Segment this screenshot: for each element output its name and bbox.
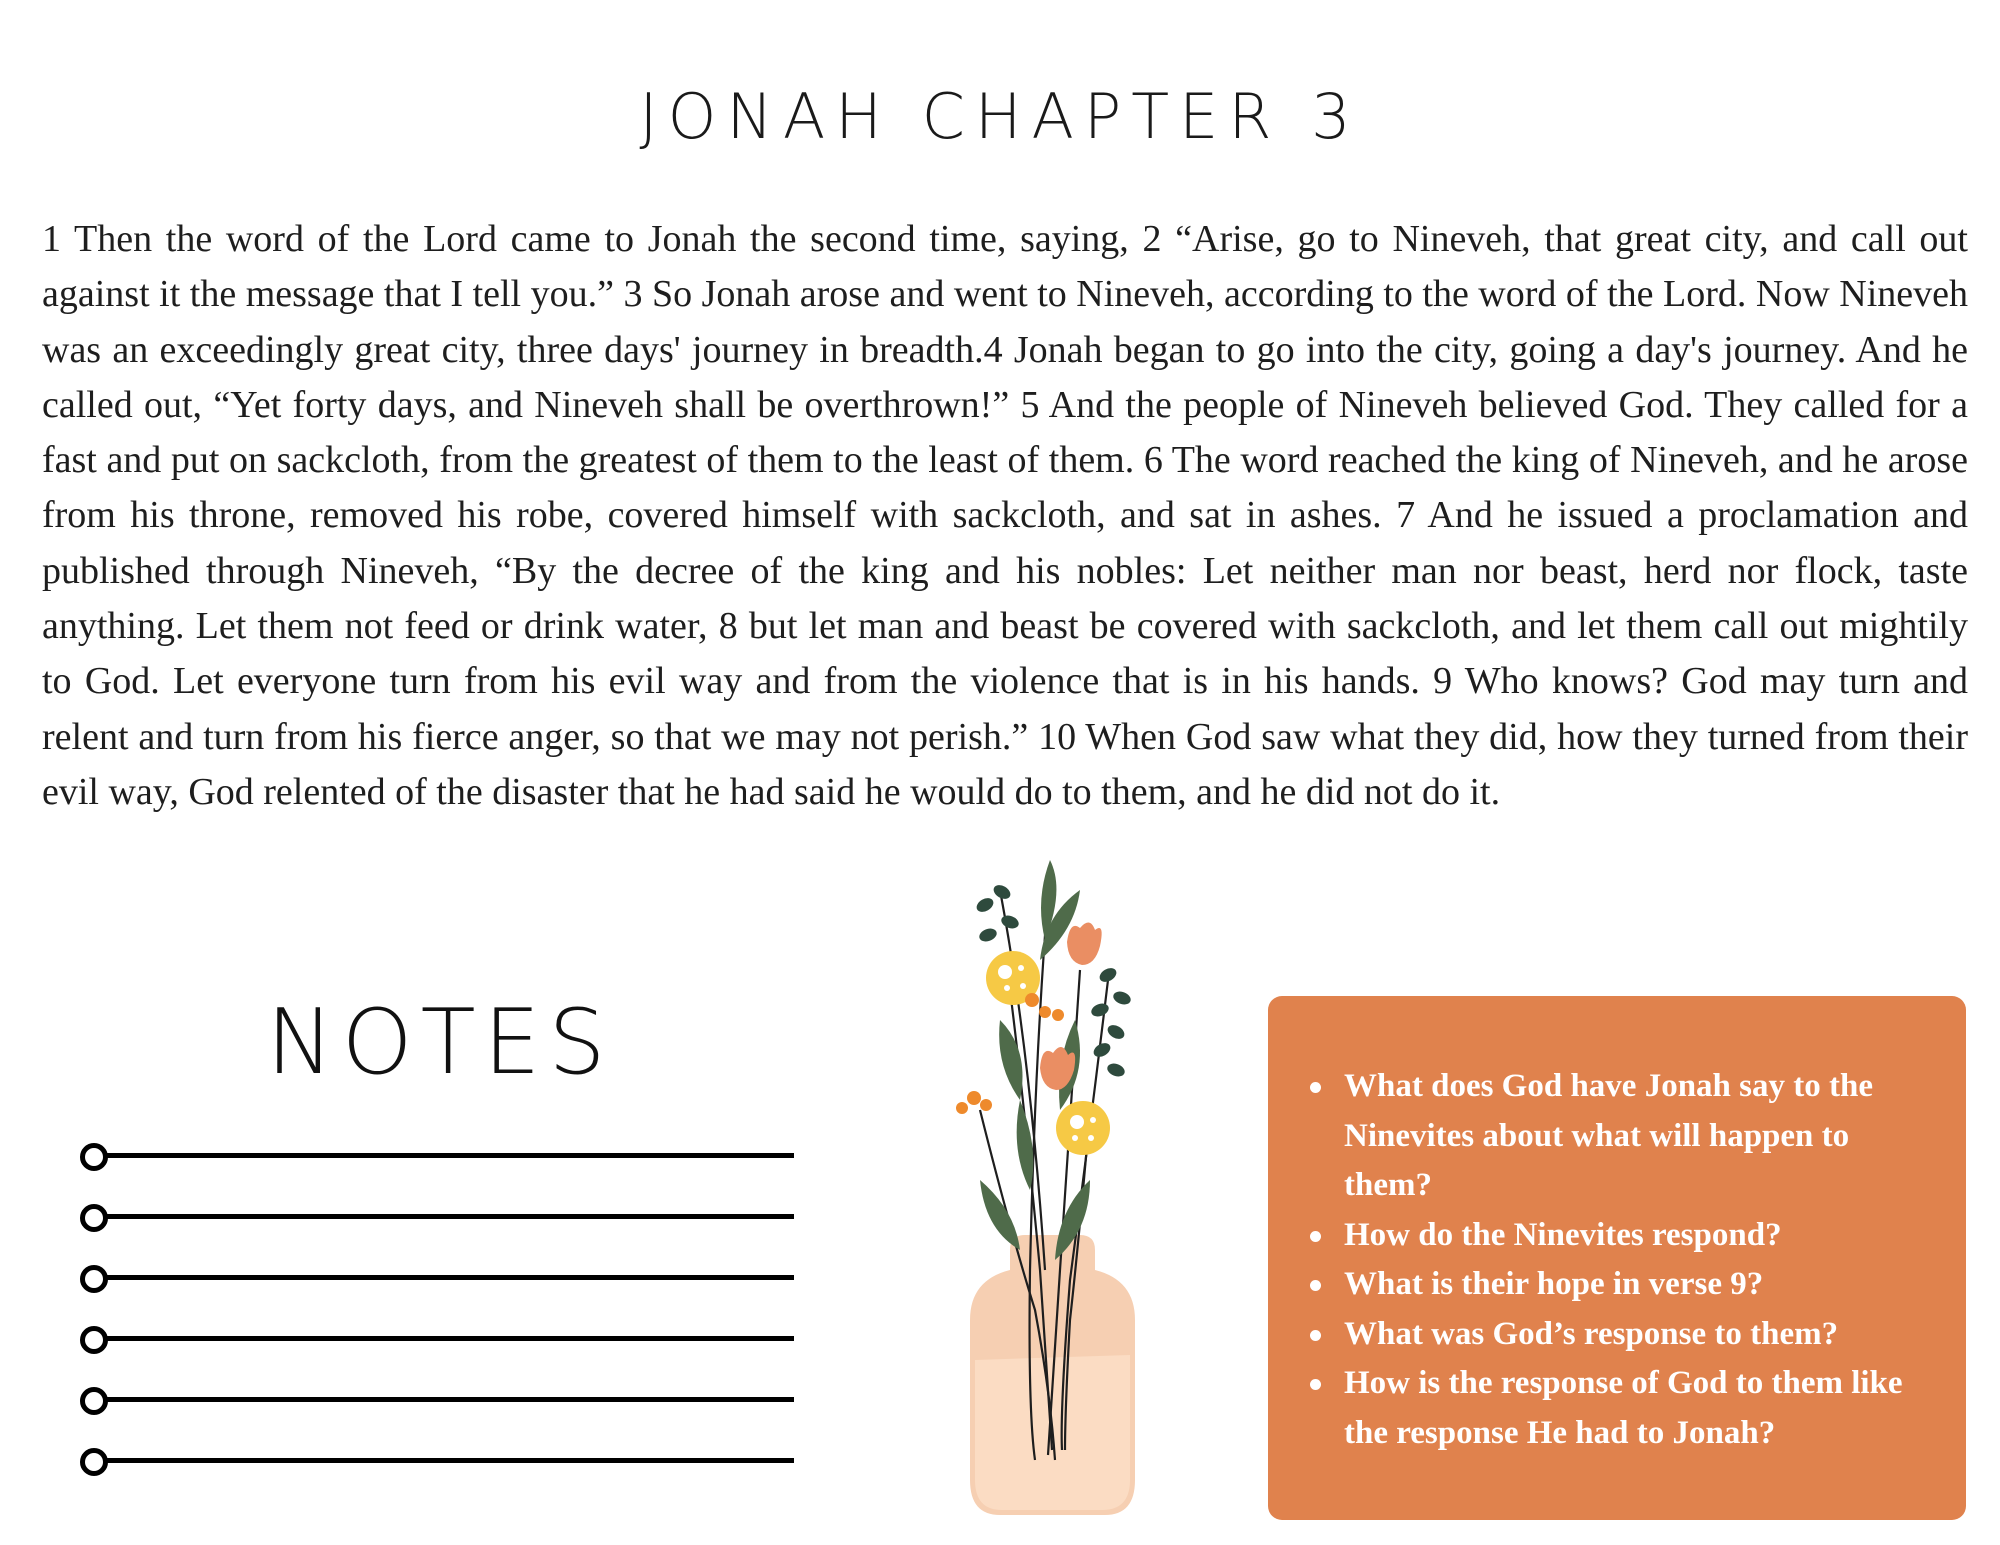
note-line[interactable]: [80, 1201, 794, 1231]
flower-vase-icon: [940, 850, 1160, 1530]
ring-icon: [80, 1204, 108, 1232]
scripture-passage: 1 Then the word of the Lord came to Jonah the second time, saying, 2 “Arise, go to Nineveh, that great city, and call out against it the message that I tell you.” 3 So Jonah arose and went to Nineveh, according to the word of the Lord. Now Nineveh was an exceedingly great city, three days' journey in breadth.4 Jonah began to go into the city, going a day's journey. And he called out, “Yet forty days, and Nineveh shall be overthrown!” 5 And the people of Nineveh believed God. They called for a fast and put on sackcloth, from the greatest of them to the least of them. 6 The word reached the king of Nineveh, and he arose from his throne, removed his robe, covered himself with sackcloth, and sat in ashes. 7 And he issued a proclamation and published through Nineveh, “By the decree of the king and his nobles: Let neither man nor beast, herd nor flock, taste anything. Let them not feed or drink water, 8 but let man and beast be covered with sackcloth, and let them call out mightily to God. Let everyone turn from his evil way and from the violence that is in his hands. 9 Who knows? God may turn and relent and turn from his fierce anger, so that we may not perish.” 10 When God saw what they did, how they turned from their evil way, God relented of the disaster that he had said he would do to them, and he did not do it.: [42, 218, 1968, 813]
note-rule: [106, 1275, 794, 1280]
ring-icon: [80, 1265, 108, 1293]
question-item: What is their hope in verse 9?: [1344, 1260, 1936, 1310]
note-rule: [106, 1214, 794, 1219]
ring-icon: [80, 1387, 108, 1415]
question-item: How is the response of God to them like the response He had to Jonah?: [1344, 1359, 1936, 1458]
note-line[interactable]: [80, 1384, 794, 1414]
note-rule: [106, 1153, 794, 1158]
note-line[interactable]: [80, 1323, 794, 1353]
ring-icon: [80, 1143, 108, 1171]
ring-icon: [80, 1326, 108, 1354]
note-line[interactable]: [80, 1262, 794, 1292]
note-rule: [106, 1336, 794, 1341]
page-title: JONAH CHAPTER 3: [639, 80, 1361, 153]
reflection-questions-box: [1268, 996, 1966, 1520]
question-item: What does God have Jonah say to the Ninevites about what will happen to them?: [1344, 1062, 1936, 1211]
notes-heading: NOTES: [266, 990, 614, 1095]
ring-icon: [80, 1448, 108, 1476]
question-item: What was God’s response to them?: [1344, 1310, 1936, 1360]
question-item: How do the Ninevites respond?: [1344, 1211, 1936, 1261]
flower-vase-illustration: [940, 850, 1160, 1530]
note-line[interactable]: [80, 1445, 794, 1475]
note-rule: [106, 1397, 794, 1402]
note-rule: [106, 1458, 794, 1463]
questions-list: [1268, 996, 1966, 1458]
note-line[interactable]: [80, 1140, 794, 1170]
